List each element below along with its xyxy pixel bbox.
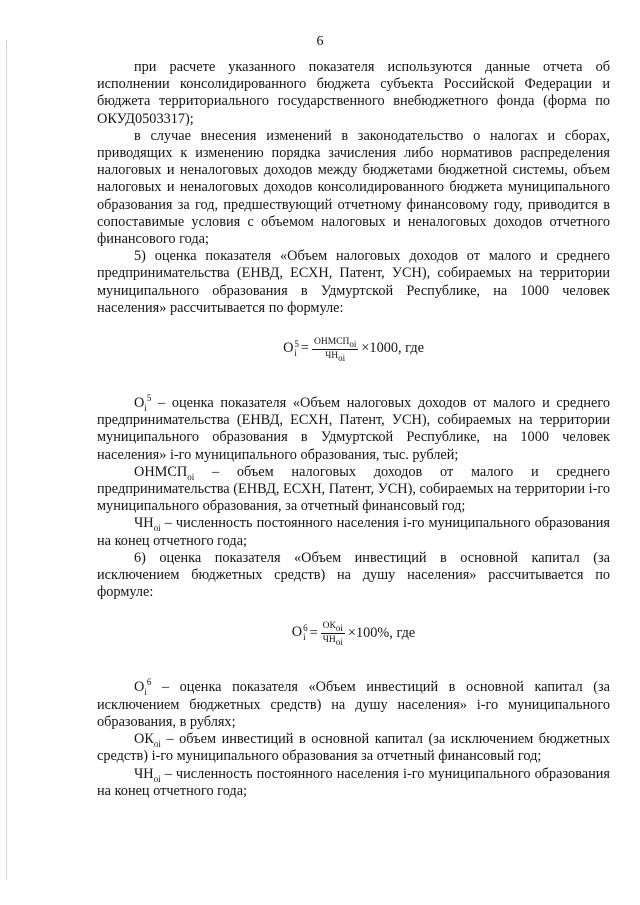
- formula-5-numerator: ОНМСПoi: [313, 336, 357, 349]
- formula-5-multiplier: ×1000, где: [361, 340, 424, 357]
- definition-o5: $O_i^5$ – оценка показателя «Объем налоговых доходов от малого и среднего предпринимательства (ЕНВД, ЕСХН, Патент, УСН), собираемых на территории муниципального образования в Удмуртской Республике, на 1000 человек населения» i-го муниципального образования, тыс. рублей;: [97, 393, 610, 463]
- document-body: [97, 59, 610, 800]
- definition-onmsp: $ОНМСП_{oi}$ – объем налоговых доходов от малого и среднего предпринимательства (ЕНВД, ЕСХН, Патент, УСН), собираемых на территории i-го муниципального образования, за отчетный финансовый год;: [97, 463, 610, 515]
- definition-o6: $O_i^6$ – оценка показателя «Объем инвестиций в основной капитал (за исключением бюджетных средств) на душу населения» i-го муниципального образования, в рублях;: [97, 677, 610, 730]
- paragraph-report-source: при расчете указанного показателя используются данные отчета об исполнении консолидированного бюджета субъекта Российской Федерации и бюджета территориального государственного внебюджетного фонда (форма по ОКУД0503317);: [97, 59, 610, 127]
- formula-6-numerator: ОКoi: [322, 620, 343, 633]
- paragraph-indicator-5: 5) оценка показателя «Объем налоговых доходов от малого и среднего предпринимательства (ЕНВД, ЕСХН, Патент, УСН), собираемых на территории муниципального образования в Удмуртской Республике, на 1000 человек населения» рассчитывается по формуле:: [97, 248, 610, 316]
- formula-6-multiplier: ×100%, где: [347, 624, 416, 641]
- formula-6-fraction: [321, 621, 345, 646]
- paragraph-legislation-changes: в случае внесения изменений в законодательство о налогах и сборах, приводящих к изменению порядка зачисления либо нормативов распределения налоговых и неналоговых доходов между бюджетами бюджетной системы, объем налоговых и неналоговых доходов консолидированного бюджета муниципального образования за год, предшествующий отчетному финансовому году, приводится в сопоставимые условия с объемом налоговых и неналоговых доходов отчетного финансового года;: [97, 127, 610, 248]
- definition-chn-5: $ЧН_{oi}$ – численность постоянного населения i-го муниципального образования на конец отчетного года;: [97, 515, 610, 549]
- definition-ok: $ОК_{oi}$ – объем инвестиций в основной капитал (за исключением бюджетных средств) i-го муниципального образования за отчетный финансовый год;: [97, 731, 610, 765]
- scan-edge-mark: [6, 40, 8, 880]
- equals-sign: =: [300, 340, 309, 357]
- formula-6: [97, 601, 610, 665]
- definition-chn-6: $ЧН_{oi}$ – численность постоянного населения i-го муниципального образования на конец отчетного года;: [97, 765, 610, 799]
- formula-6-lhs: O 6 i: [291, 623, 308, 643]
- page-number: 6: [316, 34, 324, 49]
- equals-sign: =: [309, 624, 318, 641]
- paragraph-indicator-6: 6) оценка показателя «Объем инвестиций в основной капитал (за исключением бюджетных средств) на душу населения» рассчитывается по формуле:: [97, 549, 610, 601]
- formula-5: [97, 317, 610, 381]
- formula-5-lhs: O 5 i: [283, 339, 299, 359]
- formula-6-denominator: ЧНoi: [322, 634, 343, 647]
- formula-5-fraction: [312, 337, 358, 362]
- formula-5-denominator: ЧНoi: [325, 350, 346, 363]
